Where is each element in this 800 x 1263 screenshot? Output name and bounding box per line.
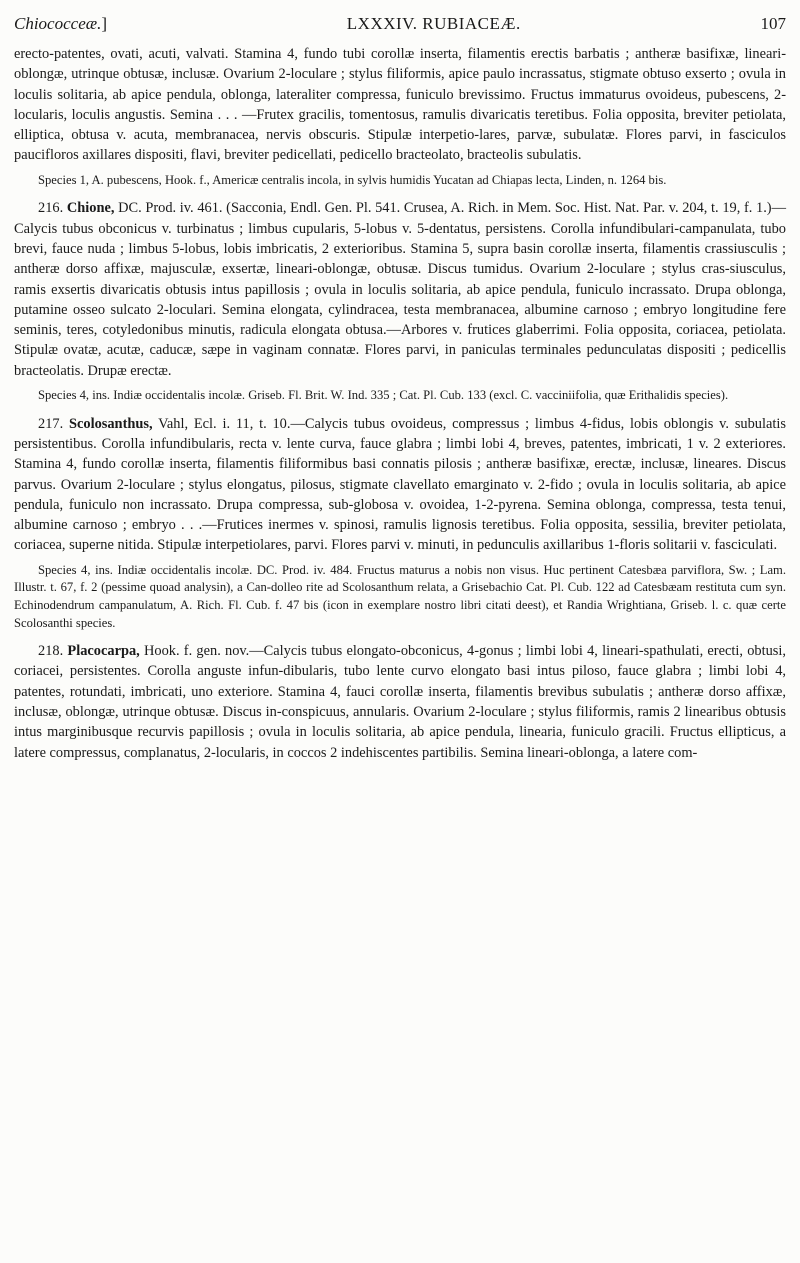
genus-entry-218 — [14, 641, 786, 763]
species-note-2: Species 4, ins. Indiæ occidentalis incolæ. Griseb. Fl. Brit. W. Ind. 335 ; Cat. Pl. Cub. 133 (excl. C. vacciniifolia, quæ Erithalidis species). — [38, 388, 729, 403]
genus-name: Placocarpa, — [67, 643, 140, 660]
bracket: ] — [101, 14, 108, 33]
running-header — [14, 14, 786, 34]
genus-description: Hook. f. gen. nov.—Calycis tubus elongato-obconicus, 4-gonus ; limbi lobi 4, lineari-spathulati, erecti, obtusi, coriacei, persistentes. Corolla anguste infun-dibularis, tubo lente curvo elongato basi intus piloso, fauce glabra ; limbi lobi 4, patentes, rotundati, imbricati, uno exteriore. Stamina 4, fauci corollæ inserta, filamentis brevibus subulatis ; antheræ dorso affixæ, inclusæ, oblongæ, utrinque obtusæ. Discus in-conspicuus, annularis. Ovarium 2-loculare ; stylus filiformis, ramis 2 linearibus obtusis intus marginibusque recurvis papillosis ; ovula in loculis solitaria, ab apice pendula, linearia, funiculo gracili. Fructus ellipticus, a latere compressus, complanatus, 2-locularis, in coccos 2 indehiscentes partibilis. Semina lineari-oblonga, a latere com- — [14, 643, 786, 761]
species-note-3: Species 4, ins. Indiæ occidentalis incolæ. DC. Prod. iv. 484. Fructus maturus a nobis non visus. Huc pertinent Catesbæa parviflora, Sw. ; Lam. Illustr. t. 67, f. 2 (pessime quoad analysin), a Can-dolleo rite ad Scolosanthum relata, a Grisebachio Cat. Pl. Cub. 122 ad Catesbæam restituta cum syn. Echinodendrum campanulatum, A. Rich. Fl. Cub. f. 47 bis (icon in exemplare nostro libri citati deest), et Randia Wrightiana, Griseb. l. c. quæ certe Scolosanthi species. — [14, 562, 786, 630]
genus-entry-217 — [14, 414, 786, 556]
paragraph-continued-description: erecto-patentes, ovati, acuti, valvati. Stamina 4, fundo tubi corollæ inserta, filamentis erectis barbatis ; antheræ basifixæ, lineari-oblongæ, utrinque obtusæ, inclusæ. Ovarium 2-loculare ; stylus filiformis, apice paulo incrassatus, stigmate obtuso exserto ; ovula in loculis solitaria, ab apice pendula, oblonga, lateraliter compressa, funiculo brevissimo. Fructus immaturus ovoideus, pubescens, 2-locularis, loculis angustis. Semina . . . —Frutex gracilis, tomentosus, ramulis divaricatis teretibus. Folia opposita, breviter petiolata, elliptica, obtusa v. acuta, membranacea, nervis obscuris. Stipulæ interpetio-lares, parvæ, subulatæ. Flores parvi, in fasciculos paucifloros axillares dispositi, flavi, breviter pedicellati, pedicello bracteolato, bracteolis subulatis. — [14, 46, 786, 164]
entry-number: 218. — [38, 643, 64, 660]
genus-description: Vahl, Ecl. i. 11, t. 10.—Calycis tubus ovoideus, compressus ; limbus 4-fidus, lobis oblongis v. subulatis persistentibus. Corolla infundibularis, recta v. lente curva, fauce glabra ; limbi lobi 4, breves, patentes, imbricati, 1 v. 2 exteriores. Stamina 4, fundo corollæ inserta, filamentis filiformibus basi connatis pilosis ; antheræ basifixæ, erectæ, inclusæ, lineares. Discus parvus. Ovarium 2-loculare ; stylus elongatus, pilosus, stigmate clavellato emarginato v. 2-fido ; ovula in loculis solitaria, ab apice pendula, funiculo non incrassato. Drupa compressa, sub-globosa v. ovoidea, 1-2-pyrena. Semina oblonga, compressa, testa tenui, albumine carnoso ; embryo . . .—Frutices inermes v. spinosi, ramulis lignosis teretibus. Folia opposita, sessilia, breviter petiolata, coriacea, superne nitida. Stipulæ interpetiolares, parvi. Flores parvi v. minuti, in pedunculis axillaribus 1-floris solitarii v. fasciculati. — [14, 415, 786, 554]
species-note-1: Species 1, A. pubescens, Hook. f., Americæ centralis incola, in sylvis humidis Yucatan ad Chiapas lecta, Linden, n. 1264 bis. — [38, 172, 667, 187]
entry-number: 216. — [38, 200, 64, 217]
running-head-family: LXXXIV. RUBIACEÆ. — [346, 14, 521, 33]
genus-entry-216 — [14, 198, 786, 381]
page-number: 107 — [760, 14, 786, 33]
tribe-name: Chiococceæ. — [14, 14, 102, 33]
genus-name: Scolosanthus, — [68, 415, 153, 432]
genus-name: Chione, — [66, 200, 115, 217]
running-head-tribe — [14, 14, 107, 34]
entry-number: 217. — [38, 415, 64, 432]
genus-description: DC. Prod. iv. 461. (Sacconia, Endl. Gen. Pl. 541. Crusea, A. Rich. in Mem. Soc. Hist. Nat. Par. v. 204, t. 19, f. 1.)—Calycis tubus obconicus v. turbinatus ; limbus cupularis, 5-lobus v. 5-dentatus, persistens. Corolla infundibulari-campanulata, tubo brevi, fauce nuda ; limbus 5-lobus, lobis imbricatis, 2 exterioribus. Stamina 5, supra basin corollæ inserta, filamentis crassiusculis ; antheræ dorso affixæ, majusculæ, exsertæ, lineari-oblongæ, obtusæ. Discus tumidus. Ovarium 2-loculare ; stylus cras-siusculus, ramis exsertis divaricatis obtusis intus papillosis ; ovula in loculis solitaria, ab apice pendula, funiculo incrassato. Drupa oblonga, putamine osseo sulcato 2-loculari. Semina elongata, cylindracea, testa membranacea, albumine carnoso ; embryo longitudine fere seminis, teres, cotyledonibus minutis, radicula elongata obtusa.—Arbores v. frutices glaberrimi. Folia opposita, coriacea, petiolata. Stipulæ ovatæ, acutæ, caducæ, sæpe in vaginam connatæ. Flores parvi, in paniculas terminales pedunculatas dispositi ; pedicellis bracteolatis. Drupæ erectæ. — [14, 200, 786, 379]
